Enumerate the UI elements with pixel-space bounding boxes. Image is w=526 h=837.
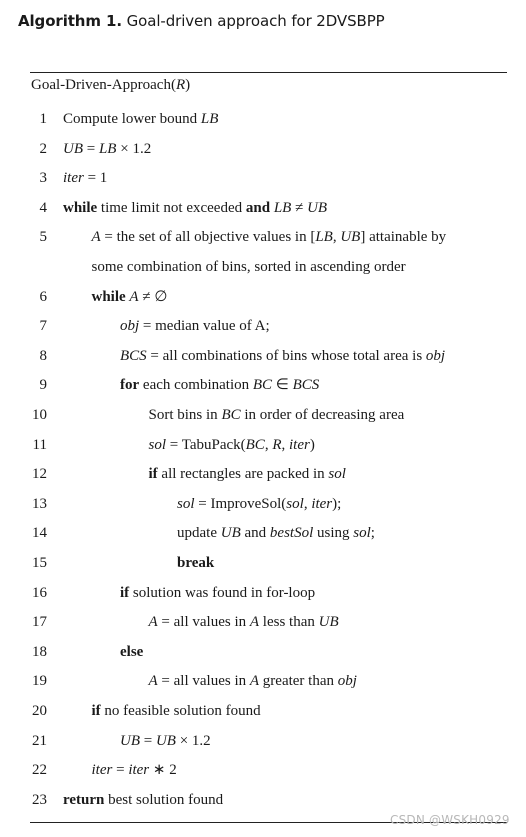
variable: iter [91, 762, 113, 779]
algorithm-line [0, 223, 526, 253]
top-rule [30, 72, 507, 73]
line-code [92, 756, 177, 786]
variable: LB [273, 199, 292, 216]
variable: UB [318, 614, 339, 631]
algorithm-line [0, 579, 526, 609]
line-code [92, 253, 406, 283]
line-number: 7 [39, 318, 47, 335]
code-text: = 1 [83, 170, 108, 187]
line-number: 10 [32, 407, 47, 423]
keyword: if [148, 466, 158, 483]
line-number: 15 [32, 555, 47, 571]
line-code [149, 431, 315, 461]
keyword: and [245, 199, 271, 216]
line-number: 13 [32, 495, 47, 512]
code-text: = the set of all objective values in [ [100, 229, 316, 246]
procedure-arg: R [175, 77, 186, 93]
line-number: 1 [39, 111, 47, 127]
variable: iter [63, 170, 84, 187]
procedure-signature [31, 77, 190, 94]
line-code [120, 579, 315, 609]
algorithm-line [0, 638, 526, 668]
code-text: solution was found in for-loop [129, 584, 316, 601]
line-code [120, 727, 211, 757]
code-text: ); [332, 495, 342, 512]
code-text: × 1.2 [175, 732, 211, 749]
algorithm-line [0, 312, 526, 342]
code-text: , [264, 436, 273, 453]
line-code [120, 342, 445, 372]
line-code [177, 519, 375, 549]
code-text: = [83, 140, 99, 157]
keyword: if [120, 584, 130, 601]
algorithm-line [0, 756, 526, 786]
variable: UB [307, 199, 328, 216]
code-text: less than [259, 614, 319, 631]
algorithm-line [0, 371, 526, 401]
line-code [120, 638, 143, 668]
line-number: 22 [32, 762, 47, 779]
algorithm-line [0, 342, 526, 372]
code-text: best solution found [104, 791, 224, 808]
line-number: 16 [32, 584, 47, 601]
code-text: Compute lower bound [63, 111, 201, 127]
variable: BC [221, 407, 241, 423]
algorithm-caption [18, 12, 385, 30]
line-number: 8 [39, 347, 47, 364]
variable: sol [286, 495, 304, 512]
algorithm-line [0, 608, 526, 638]
algorithm-line [0, 401, 526, 431]
line-number: 12 [32, 466, 47, 483]
algorithm-line [0, 727, 526, 757]
variable: A [249, 614, 260, 631]
variable: iter [288, 436, 310, 453]
line-code [177, 549, 214, 579]
line-number: 4 [39, 199, 47, 216]
algorithm-line [0, 164, 526, 194]
variable: obj [337, 673, 357, 690]
code-text: = [112, 762, 129, 779]
watermark: CSDN @WSKH0929 [390, 813, 510, 827]
code-text: and [240, 525, 270, 542]
line-number: 14 [32, 525, 47, 542]
line-number: 23 [32, 791, 47, 808]
line-number: 11 [32, 436, 47, 453]
code-text: = all combinations of bins whose total area is [146, 347, 426, 364]
code-text: greater than [259, 673, 338, 690]
line-code [120, 371, 319, 401]
line-code [149, 401, 405, 431]
variable: obj [120, 318, 140, 335]
code-text: ∗ 2 [149, 762, 177, 779]
variable: sol [177, 495, 195, 512]
variable: BCS [292, 377, 320, 394]
code-text: , [281, 436, 289, 453]
algorithm-line [0, 549, 526, 579]
code-text: ∈ [272, 377, 293, 394]
line-number: 5 [39, 229, 47, 246]
variable: UB [155, 732, 176, 749]
code-text: in order of decreasing area [240, 407, 405, 423]
code-text: = TabuPack( [166, 436, 246, 453]
code-text: × 1.2 [116, 140, 152, 157]
procedure-close: ) [185, 77, 191, 93]
code-text: ] attainable by [360, 229, 447, 246]
algorithm-line [0, 460, 526, 490]
code-text: ) [309, 436, 315, 453]
line-code [92, 697, 261, 727]
variable: iter [128, 762, 150, 779]
procedure-name: Goal-Driven-Approach( [31, 77, 176, 93]
code-text: time limit not exceeded [97, 199, 246, 216]
variable: UB [63, 140, 83, 157]
code-text: ; [370, 525, 375, 542]
keyword: while [91, 288, 126, 305]
algorithm-line [0, 253, 526, 283]
variable: A [249, 673, 260, 690]
line-code [120, 312, 270, 342]
code-text: ≠ ∅ [138, 288, 168, 305]
code-text: all rectangles are packed in [157, 466, 329, 483]
algorithm-line [0, 786, 526, 816]
code-text: = median value of A; [139, 318, 270, 335]
algorithm-line [0, 431, 526, 461]
variable: LB [315, 229, 333, 246]
line-number: 9 [39, 377, 47, 394]
code-text: some combination of bins, sorted in ascending order [91, 259, 406, 275]
line-number: 6 [39, 288, 47, 305]
variable: sol [148, 436, 167, 453]
code-text: = ImproveSol( [194, 495, 287, 512]
code-text: no feasible solution found [100, 703, 261, 719]
line-code [63, 135, 151, 165]
keyword: break [177, 555, 215, 571]
variable: BCS [120, 347, 147, 364]
variable: UB [120, 732, 140, 749]
variable: iter [311, 495, 333, 512]
variable: BC [252, 377, 273, 394]
algorithm-line [0, 135, 526, 165]
keyword: return [63, 791, 105, 808]
line-number: 21 [32, 732, 47, 749]
line-number: 19 [32, 673, 47, 690]
keyword: else [120, 643, 144, 660]
algorithm-line [0, 667, 526, 697]
line-code [92, 223, 447, 253]
code-text: Sort bins in [148, 407, 222, 423]
line-code [149, 460, 346, 490]
algorithm-line [0, 283, 526, 313]
code-text: ≠ [291, 199, 308, 216]
variable: A [148, 614, 158, 631]
line-code [63, 786, 223, 816]
variable: UB [340, 229, 361, 246]
code-text: = [140, 732, 156, 749]
variable: bestSol [269, 525, 314, 542]
algorithm-line [0, 519, 526, 549]
line-code [63, 164, 107, 194]
code-text: = all values in [157, 673, 250, 690]
variable: R [272, 436, 282, 453]
keyword: for [120, 377, 140, 394]
algorithm-line [0, 194, 526, 224]
caption-label: Algorithm 1. [18, 12, 122, 30]
variable: A [148, 673, 158, 690]
code-text: = all values in [157, 614, 250, 631]
keyword: while [63, 199, 98, 216]
variable: A [129, 288, 139, 305]
line-number: 2 [39, 140, 47, 157]
line-code [63, 105, 218, 135]
line-number: 17 [32, 614, 47, 631]
algorithm-line [0, 105, 526, 135]
line-code [149, 667, 357, 697]
variable: obj [425, 347, 446, 364]
code-text: , [303, 495, 312, 512]
code-text: update [177, 525, 221, 542]
code-text: each combination [139, 377, 253, 394]
line-code [63, 194, 327, 224]
line-number: 18 [32, 643, 47, 660]
variable: sol [328, 466, 346, 483]
variable: BC [245, 436, 265, 453]
variable: sol [353, 525, 371, 542]
line-number: 3 [39, 170, 47, 187]
code-text: , [332, 229, 341, 246]
line-code [92, 283, 168, 313]
variable: UB [220, 525, 241, 542]
variable: LB [98, 140, 117, 157]
line-code [177, 490, 341, 520]
variable: LB [200, 111, 219, 127]
keyword: if [91, 703, 101, 719]
line-number: 20 [32, 703, 47, 719]
line-code [149, 608, 339, 638]
caption-title: Goal-driven approach for 2DVSBPP [126, 12, 385, 30]
algorithm-line [0, 697, 526, 727]
algorithm-line [0, 490, 526, 520]
variable: A [91, 229, 101, 246]
code-text: using [313, 525, 354, 542]
